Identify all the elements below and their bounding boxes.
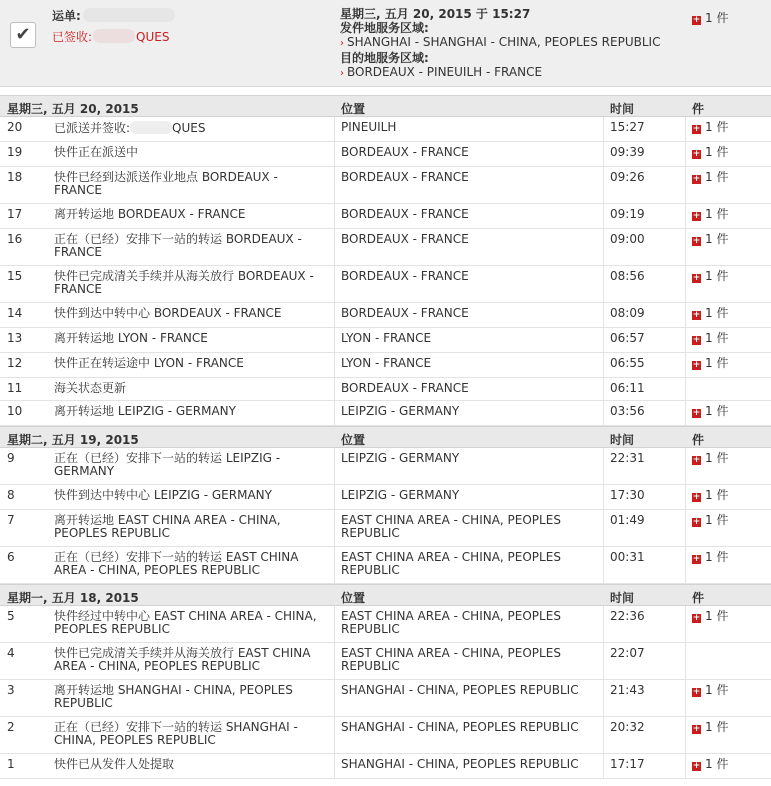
expand-plus-icon[interactable]: +: [692, 335, 701, 345]
expand-plus-icon[interactable]: +: [692, 236, 701, 246]
column-divider: [334, 117, 335, 141]
column-divider: [685, 142, 686, 166]
column-divider: [603, 378, 604, 400]
tracking-event-row: [0, 378, 771, 401]
event-location: BORDEAUX - FRANCE: [341, 170, 469, 184]
event-pieces-toggle[interactable]: [692, 332, 728, 345]
waybill-label: 运单:: [52, 9, 81, 23]
tracking-event-row: [0, 448, 771, 485]
event-number: 1: [7, 757, 15, 771]
column-divider: [334, 448, 335, 484]
event-description-text: 离开转运地 SHANGHAI - CHINA, PEOPLES REPUBLIC: [54, 683, 293, 710]
event-time: 01:49: [610, 513, 645, 527]
expand-plus-icon[interactable]: +: [692, 310, 701, 320]
status-label: 已签收:: [52, 30, 93, 44]
column-divider: [685, 717, 686, 753]
event-description: [54, 514, 326, 540]
event-number: 7: [7, 513, 15, 527]
event-time: 06:55: [610, 356, 645, 370]
event-pieces-toggle[interactable]: [692, 146, 728, 159]
event-description-text: 正在（已经）安排下一站的转运 LEIPZIG - GERMANY: [54, 451, 281, 478]
origin-label: 发件地服务区域:: [340, 21, 429, 35]
column-divider: [603, 266, 604, 302]
event-description: [54, 489, 326, 502]
group-date: 星期二, 五月 19, 2015: [7, 433, 139, 447]
column-divider: [334, 229, 335, 265]
column-divider: [603, 142, 604, 166]
event-pieces-toggle[interactable]: [692, 307, 728, 320]
column-divider: [334, 547, 335, 583]
column-header-pieces: 件: [692, 102, 705, 116]
event-pieces-count: 1 件: [705, 609, 729, 623]
event-time: 17:30: [610, 488, 645, 502]
event-location: LEIPZIG - GERMANY: [341, 451, 460, 465]
event-location: EAST CHINA AREA - CHINA, PEOPLES REPUBLIC: [341, 550, 561, 577]
status-signer-suffix: QUES: [136, 30, 170, 44]
column-divider: [685, 510, 686, 546]
column-divider: [334, 303, 335, 327]
column-divider: [603, 717, 604, 753]
tracking-events-table: [0, 95, 771, 779]
event-description: [54, 146, 326, 159]
event-location: SHANGHAI - CHINA, PEOPLES REPUBLIC: [341, 720, 579, 734]
event-description: [54, 357, 326, 370]
event-pieces-count: 1 件: [705, 683, 729, 697]
event-number: 13: [7, 331, 23, 345]
event-location: BORDEAUX - FRANCE: [341, 207, 469, 221]
column-header-location: 位置: [341, 433, 366, 447]
event-pieces-count: 1 件: [705, 145, 729, 159]
event-time: 09:26: [610, 170, 645, 184]
event-location: PINEUILH: [341, 120, 397, 134]
event-description: [54, 233, 326, 259]
column-divider: [685, 303, 686, 327]
column-divider: [685, 266, 686, 302]
checkmark-icon: ✔: [15, 24, 31, 45]
column-divider: [603, 510, 604, 546]
destination-label: 目的地服务区域:: [340, 51, 429, 65]
column-divider: [603, 547, 604, 583]
date-group-header: [0, 426, 771, 448]
event-description: [54, 270, 326, 296]
event-pieces-toggle[interactable]: [692, 610, 728, 623]
event-pieces-count: 1 件: [705, 232, 729, 246]
event-pieces-count: 1 件: [705, 550, 729, 564]
event-description: [54, 721, 326, 747]
column-header-time: 时间: [610, 433, 635, 447]
event-pieces-count: 1 件: [705, 488, 729, 502]
column-divider: [334, 606, 335, 642]
event-pieces-toggle[interactable]: [692, 452, 728, 465]
column-divider: [685, 353, 686, 377]
event-number: 20: [7, 120, 23, 134]
expand-plus-icon[interactable]: +: [692, 124, 701, 134]
event-description-text: 快件正在转运途中 LYON - FRANCE: [54, 356, 244, 370]
event-time: 08:56: [610, 269, 645, 283]
column-divider: [685, 485, 686, 509]
column-divider: [334, 754, 335, 778]
event-number: 9: [7, 451, 15, 465]
column-divider: [334, 510, 335, 546]
select-shipment-checkbox[interactable]: [10, 22, 36, 48]
date-group-header: [0, 584, 771, 606]
event-description-text: 正在（已经）安排下一站的转运 BORDEAUX - FRANCE: [54, 232, 302, 259]
event-pieces-toggle[interactable]: [692, 171, 728, 184]
tracking-event-row: [0, 328, 771, 353]
event-pieces-count: 1 件: [705, 207, 729, 221]
event-pieces-toggle[interactable]: [692, 721, 728, 734]
expand-plus-icon[interactable]: +: [692, 554, 701, 564]
event-number: 14: [7, 306, 23, 320]
column-divider: [603, 353, 604, 377]
event-time: 03:56: [610, 404, 645, 418]
event-location: SHANGHAI - CHINA, PEOPLES REPUBLIC: [341, 683, 579, 697]
arrow-right-icon: ›: [340, 68, 344, 79]
tracking-event-row: [0, 485, 771, 510]
tracking-event-row: [0, 643, 771, 680]
event-description: [54, 382, 326, 395]
waybill-number: [52, 7, 175, 24]
event-location: LEIPZIG - GERMANY: [341, 404, 460, 418]
expand-plus-icon[interactable]: +: [692, 613, 701, 623]
delivery-datetime: 星期三, 五月 20, 2015 于 15:27: [340, 7, 531, 21]
tracking-event-row: [0, 717, 771, 754]
service-area-info: [340, 7, 660, 81]
event-pieces-toggle[interactable]: [692, 489, 728, 502]
column-divider: [685, 401, 686, 425]
event-description-text: 快件已经到达派送作业地点 BORDEAUX - FRANCE: [54, 170, 278, 197]
column-header-pieces: 件: [692, 591, 705, 605]
tracking-event-row: [0, 606, 771, 643]
tracking-event-row: [0, 204, 771, 229]
event-number: 15: [7, 269, 23, 283]
redacted-waybill-number: [83, 8, 175, 22]
column-divider: [334, 353, 335, 377]
column-divider: [685, 606, 686, 642]
column-divider: [685, 204, 686, 228]
destination-value: [340, 65, 660, 81]
event-description-text: 快件经过中转中心 EAST CHINA AREA - CHINA, PEOPLES REPUBLIC: [54, 609, 317, 636]
column-divider: [685, 680, 686, 716]
tracking-event-row: [0, 303, 771, 328]
event-description-prefix: 已派送并签收:: [54, 121, 131, 135]
event-description-text: 海关状态更新: [54, 381, 127, 395]
column-divider: [334, 378, 335, 400]
column-header-pieces: 件: [692, 433, 705, 447]
event-description-text: 快件已从发件人处提取: [54, 757, 175, 771]
event-description-text: 正在（已经）安排下一站的转运 SHANGHAI - CHINA, PEOPLES REPUBLIC: [54, 720, 298, 747]
event-description-text: 离开转运地 EAST CHINA AREA - CHINA, PEOPLES REPUBLIC: [54, 513, 281, 540]
event-description-text: 离开转运地 LEIPZIG - GERMANY: [54, 404, 236, 418]
event-pieces-count: 1 件: [705, 356, 729, 370]
group-date: 星期三, 五月 20, 2015: [7, 102, 139, 116]
tracking-event-row: [0, 167, 771, 204]
column-divider: [685, 167, 686, 203]
event-pieces-toggle[interactable]: [692, 405, 728, 418]
event-number: 18: [7, 170, 23, 184]
event-time: 06:57: [610, 331, 645, 345]
event-location: BORDEAUX - FRANCE: [341, 232, 469, 246]
column-divider: [603, 401, 604, 425]
expand-plus-icon[interactable]: +: [692, 15, 701, 25]
column-divider: [603, 117, 604, 141]
event-time: 08:09: [610, 306, 645, 320]
event-description: [54, 208, 326, 221]
event-description: [54, 452, 326, 478]
event-description-text: 快件已完成清关手续并从海关放行 BORDEAUX - FRANCE: [54, 269, 314, 296]
column-divider: [334, 266, 335, 302]
tracking-event-row: [0, 510, 771, 547]
column-header-time: 时间: [610, 591, 635, 605]
column-divider: [334, 643, 335, 679]
event-location: LYON - FRANCE: [341, 331, 432, 345]
column-divider: [685, 229, 686, 265]
event-description: [54, 610, 326, 636]
event-pieces-count: 1 件: [705, 120, 729, 134]
event-description: [54, 171, 326, 197]
tracking-event-row: [0, 142, 771, 167]
event-description: [54, 332, 326, 345]
event-number: 3: [7, 683, 15, 697]
column-divider: [334, 142, 335, 166]
expand-plus-icon[interactable]: +: [692, 761, 701, 771]
column-divider: [603, 485, 604, 509]
event-number: 17: [7, 207, 23, 221]
column-header-location: 位置: [341, 102, 366, 116]
event-number: 8: [7, 488, 15, 502]
event-time: 22:07: [610, 646, 645, 660]
date-group-header: [0, 95, 771, 117]
event-location: BORDEAUX - FRANCE: [341, 145, 469, 159]
event-pieces-count: 1 件: [705, 306, 729, 320]
event-time: 22:36: [610, 609, 645, 623]
event-pieces-toggle[interactable]: [692, 208, 728, 221]
event-pieces-toggle[interactable]: [692, 121, 728, 134]
column-divider: [685, 754, 686, 778]
redacted-signer-name: [130, 121, 172, 134]
event-pieces-toggle[interactable]: [692, 758, 728, 771]
column-divider: [603, 328, 604, 352]
tracking-event-row: [0, 353, 771, 378]
tracking-event-row: [0, 401, 771, 426]
column-divider: [334, 328, 335, 352]
event-description: [54, 551, 326, 577]
event-description-text: 快件到达中转中心 LEIPZIG - GERMANY: [54, 488, 272, 502]
event-description-text: 离开转运地 LYON - FRANCE: [54, 331, 208, 345]
expand-plus-icon[interactable]: +: [692, 360, 701, 370]
event-location: BORDEAUX - FRANCE: [341, 381, 469, 395]
column-divider: [603, 303, 604, 327]
column-divider: [685, 378, 686, 400]
event-number: 11: [7, 381, 23, 395]
event-pieces-count: 1 件: [705, 331, 729, 345]
origin-text: SHANGHAI - SHANGHAI - CHINA, PEOPLES REPUBLIC: [347, 35, 661, 49]
event-pieces-toggle[interactable]: [692, 551, 728, 564]
column-divider: [334, 167, 335, 203]
expand-plus-icon[interactable]: +: [692, 687, 701, 697]
event-number: 6: [7, 550, 15, 564]
redacted-signer-name: [93, 29, 135, 43]
summary-pieces-count: 1 件: [705, 11, 729, 25]
event-time: 00:31: [610, 550, 645, 564]
event-number: 19: [7, 145, 23, 159]
column-divider: [685, 117, 686, 141]
event-location: SHANGHAI - CHINA, PEOPLES REPUBLIC: [341, 757, 579, 771]
event-description: [54, 758, 326, 771]
event-location: EAST CHINA AREA - CHINA, PEOPLES REPUBLIC: [341, 609, 561, 636]
column-divider: [603, 204, 604, 228]
column-divider: [334, 485, 335, 509]
group-date: 星期一, 五月 18, 2015: [7, 591, 139, 605]
arrow-right-icon: ›: [340, 38, 344, 49]
column-divider: [334, 717, 335, 753]
event-number: 16: [7, 232, 23, 246]
event-description-text: 快件正在派送中: [54, 145, 139, 159]
column-divider: [603, 448, 604, 484]
event-number: 5: [7, 609, 15, 623]
tracking-event-row: [0, 117, 771, 142]
event-description: [54, 121, 326, 135]
event-location: LYON - FRANCE: [341, 356, 432, 370]
expand-plus-icon[interactable]: +: [692, 149, 701, 159]
event-pieces-count: 1 件: [705, 269, 729, 283]
event-time: 20:32: [610, 720, 645, 734]
expand-plus-icon[interactable]: +: [692, 492, 701, 502]
column-header-location: 位置: [341, 591, 366, 605]
event-time: 09:19: [610, 207, 645, 221]
event-description-text: 快件到达中转中心 BORDEAUX - FRANCE: [54, 306, 282, 320]
column-divider: [603, 229, 604, 265]
delivery-status: [52, 28, 169, 45]
column-divider: [603, 680, 604, 716]
event-pieces-toggle[interactable]: [692, 684, 728, 697]
event-description-text: 正在（已经）安排下一站的转运 EAST CHINA AREA - CHINA, PEOPLES REPUBLIC: [54, 550, 299, 577]
event-number: 4: [7, 646, 15, 660]
expand-plus-icon[interactable]: +: [692, 174, 701, 184]
event-location: BORDEAUX - FRANCE: [341, 269, 469, 283]
event-description-suffix: QUES: [172, 121, 206, 135]
tracking-event-row: [0, 229, 771, 266]
expand-plus-icon[interactable]: +: [692, 724, 701, 734]
column-divider: [603, 643, 604, 679]
event-description: [54, 405, 326, 418]
tracking-event-row: [0, 266, 771, 303]
column-divider: [685, 547, 686, 583]
event-pieces-count: 1 件: [705, 720, 729, 734]
event-pieces-count: 1 件: [705, 757, 729, 771]
expand-plus-icon[interactable]: +: [692, 455, 701, 465]
event-number: 12: [7, 356, 23, 370]
event-number: 2: [7, 720, 15, 734]
column-divider: [334, 204, 335, 228]
column-divider: [685, 448, 686, 484]
event-description: [54, 307, 326, 320]
column-divider: [334, 401, 335, 425]
tracking-event-row: [0, 547, 771, 584]
tracking-event-row: [0, 680, 771, 717]
event-pieces-count: 1 件: [705, 404, 729, 418]
column-divider: [603, 167, 604, 203]
event-pieces-count: 1 件: [705, 170, 729, 184]
event-time: 17:17: [610, 757, 645, 771]
summary-pieces-toggle[interactable]: [692, 9, 728, 26]
event-time: 21:43: [610, 683, 645, 697]
event-description: [54, 647, 326, 673]
event-description: [54, 684, 326, 710]
event-time: 22:31: [610, 451, 645, 465]
event-pieces-count: 1 件: [705, 513, 729, 527]
event-time: 09:00: [610, 232, 645, 246]
event-time: 06:11: [610, 381, 645, 395]
column-divider: [603, 606, 604, 642]
expand-plus-icon[interactable]: +: [692, 517, 701, 527]
column-divider: [685, 643, 686, 679]
event-location: BORDEAUX - FRANCE: [341, 306, 469, 320]
column-divider: [685, 328, 686, 352]
expand-plus-icon[interactable]: +: [692, 273, 701, 283]
event-pieces-toggle[interactable]: [692, 233, 728, 246]
destination-text: BORDEAUX - PINEUILH - FRANCE: [347, 65, 543, 79]
event-pieces-count: 1 件: [705, 451, 729, 465]
expand-plus-icon[interactable]: +: [692, 211, 701, 221]
column-header-time: 时间: [610, 102, 635, 116]
event-location: LEIPZIG - GERMANY: [341, 488, 460, 502]
event-pieces-toggle[interactable]: [692, 357, 728, 370]
event-number: 10: [7, 404, 23, 418]
event-time: 15:27: [610, 120, 645, 134]
event-description-text: 快件已完成清关手续并从海关放行 EAST CHINA AREA - CHINA, PEOPLES REPUBLIC: [54, 646, 311, 673]
event-location: EAST CHINA AREA - CHINA, PEOPLES REPUBLIC: [341, 513, 561, 540]
event-pieces-toggle[interactable]: [692, 270, 728, 283]
event-location: EAST CHINA AREA - CHINA, PEOPLES REPUBLIC: [341, 646, 561, 673]
tracking-event-row: [0, 754, 771, 779]
event-pieces-toggle[interactable]: [692, 514, 728, 527]
event-time: 09:39: [610, 145, 645, 159]
shipment-summary: [0, 0, 771, 87]
event-description-text: 离开转运地 BORDEAUX - FRANCE: [54, 207, 246, 221]
column-divider: [603, 754, 604, 778]
origin-value: [340, 35, 660, 51]
column-divider: [334, 680, 335, 716]
expand-plus-icon[interactable]: +: [692, 408, 701, 418]
